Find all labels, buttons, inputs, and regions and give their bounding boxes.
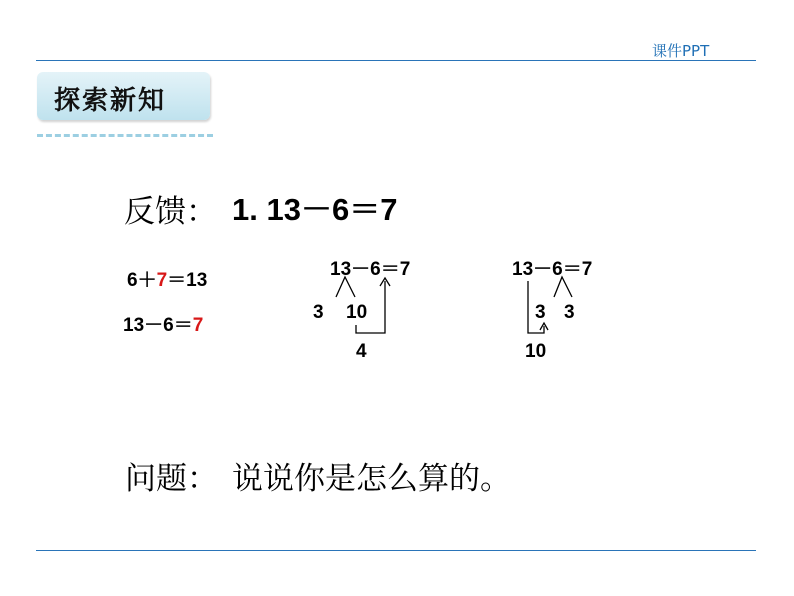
method2-bracket xyxy=(356,281,385,333)
method2-split-b: 10 xyxy=(346,302,368,323)
method1-line1-right: ＝13 xyxy=(167,270,208,291)
method3-split-b: 3 xyxy=(564,302,575,323)
method2-split-a: 3 xyxy=(313,302,324,323)
method3-bracket xyxy=(528,281,544,333)
brand-label: 课件PPT xyxy=(652,42,710,60)
method1-line2-left: 13－6＝ xyxy=(123,315,193,336)
method3-split-branch xyxy=(554,277,572,297)
method1-line1-left: 6＋ xyxy=(127,270,157,291)
method1-line2-answer: 7 xyxy=(192,315,204,336)
method2-split-branch xyxy=(336,277,355,297)
question-text: 说说你是怎么算的。 xyxy=(232,461,511,497)
method2-result: 4 xyxy=(356,341,367,362)
method3-result: 10 xyxy=(525,341,547,362)
feedback-label: 反馈： xyxy=(124,194,217,230)
method2-equation: 13－6＝7 xyxy=(330,259,411,280)
method3-split-a: 3 xyxy=(535,302,546,323)
method1-line1-answer: 7 xyxy=(156,270,168,291)
method3-equation: 13－6＝7 xyxy=(512,259,593,280)
feedback-equation: 1. 13－6＝7 xyxy=(232,192,398,227)
question-label: 问题： xyxy=(125,461,218,497)
bottom-divider xyxy=(36,550,756,551)
section-title: 探索新知 xyxy=(54,86,167,116)
